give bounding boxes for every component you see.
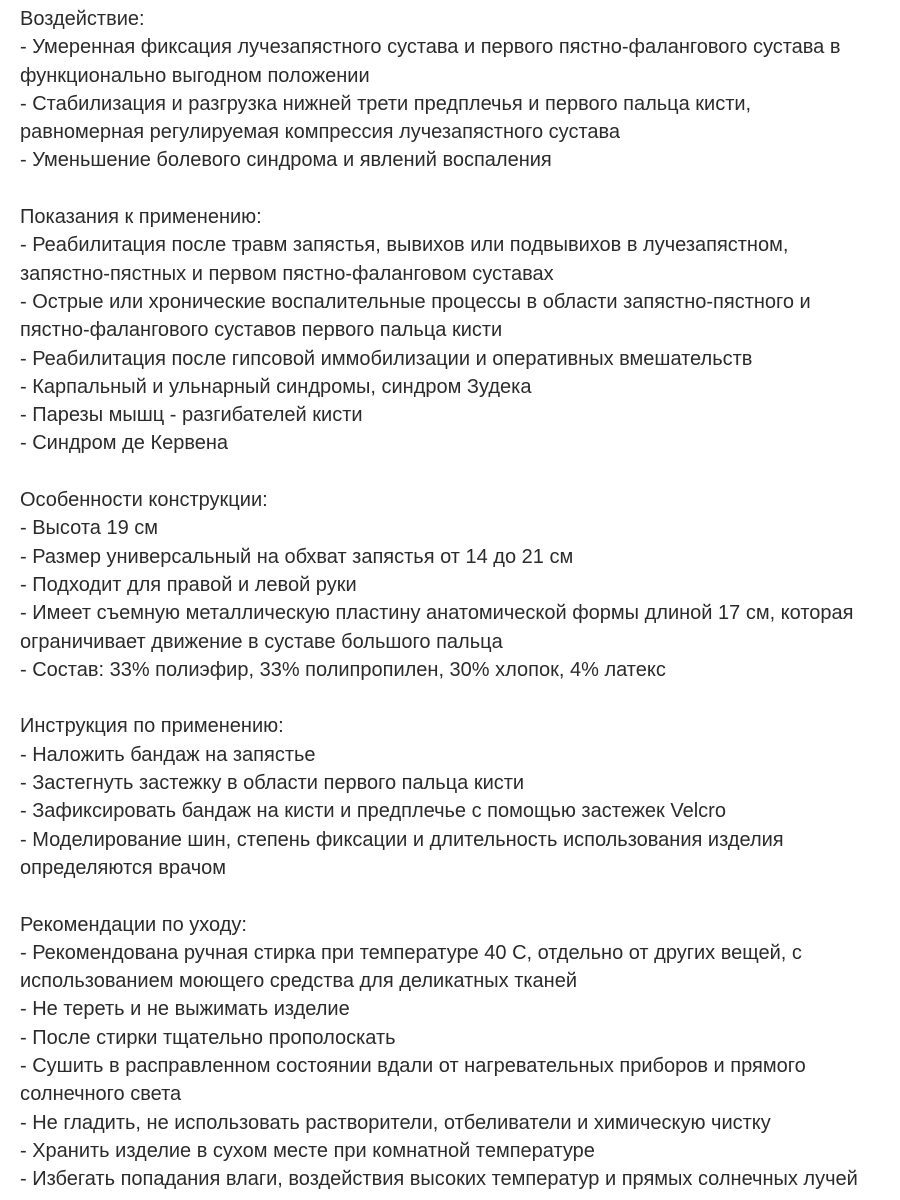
list-item: - Стабилизация и разгрузка нижней трети предплечья и первого пальца кисти, <box>20 92 752 115</box>
list-item-continuation: пястно-фалангового суставов первого пальца кисти <box>20 319 503 342</box>
list-item: - Реабилитация после гипсовой иммобилизации и оперативных вмешательств <box>20 347 753 370</box>
list-item-continuation: запястно-пястных и первом пястно-фаланговом суставах <box>20 262 554 285</box>
list-item: - После стирки тщательно прополоскать <box>20 1026 396 1049</box>
section-care <box>20 911 890 1194</box>
list-item: - Не тереть и не выжимать изделие <box>20 998 350 1021</box>
section-heading: Рекомендации по уходу: <box>20 913 247 936</box>
list-item: - Зафиксировать бандаж на кисти и предплечье с помощью застежек Velcro <box>20 800 726 823</box>
list-item: - Сушить в расправленном состоянии вдали от нагревательных приборов и прямого <box>20 1054 806 1077</box>
list-item: - Избегать попадания влаги, воздействия высоких температур и прямых солнечных лучей <box>20 1168 858 1191</box>
section-heading: Воздействие: <box>20 8 145 30</box>
section-heading: Особенности конструкции: <box>20 489 268 512</box>
list-item: - Синдром де Кервена <box>20 432 229 455</box>
section-indications <box>20 203 890 458</box>
list-item: - Умеренная фиксация лучезапястного сустава и первого пястно-фалангового сустава в <box>20 36 841 59</box>
list-item-continuation: определяются врачом <box>20 856 226 879</box>
list-item: - Размер универсальный на обхват запястья от 14 до 21 см <box>20 545 574 568</box>
list-item-continuation: солнечного света <box>20 1083 182 1106</box>
list-item-continuation: ограничивает движение в суставе большого пальца <box>20 630 503 653</box>
list-item: - Хранить изделие в сухом месте при комнатной температуре <box>20 1139 595 1162</box>
list-item: - Реабилитация после травм запястья, вывихов или подвывихов в лучезапястном, <box>20 234 789 257</box>
list-item: - Имеет съемную металлическую пластину анатомической формы длиной 17 см, которая <box>20 602 854 625</box>
section-heading: Инструкция по применению: <box>20 715 284 738</box>
list-item-continuation: функционально выгодном положении <box>20 64 370 87</box>
section-design-features <box>20 486 890 684</box>
list-item: - Подходит для правой и левой руки <box>20 573 357 596</box>
list-item: - Карпальный и ульнарный синдромы, синдром Зудека <box>20 375 532 398</box>
list-item-continuation: использованием моющего средства для деликатных тканей <box>20 970 578 993</box>
list-item: - Уменьшение болевого синдрома и явлений воспаления <box>20 149 552 172</box>
list-item: - Острые или хронические воспалительные процессы в области запястно-пястного и <box>20 290 811 313</box>
list-item: - Высота 19 см <box>20 517 159 540</box>
list-item: - Моделирование шин, степень фиксации и длительность использования изделия <box>20 828 784 851</box>
section-heading: Показания к применению: <box>20 206 262 229</box>
product-description-document <box>20 5 890 1193</box>
list-item: - Не гладить, не использовать растворители, отбеливатели и химическую чистку <box>20 1111 771 1134</box>
list-item: - Наложить бандаж на запястье <box>20 743 316 766</box>
list-item-continuation: равномерная регулируемая компрессия лучезапястного сустава <box>20 121 621 144</box>
section-instructions <box>20 712 890 882</box>
list-item: - Застегнуть застежку в области первого пальца кисти <box>20 772 525 795</box>
list-item: - Рекомендована ручная стирка при температуре 40 С, отдельно от других вещей, с <box>20 941 802 964</box>
list-item: - Состав: 33% полиэфир, 33% полипропилен, 30% хлопок, 4% латекс <box>20 658 666 681</box>
list-item: - Парезы мышц - разгибателей кисти <box>20 404 363 427</box>
section-effect <box>20 5 890 175</box>
